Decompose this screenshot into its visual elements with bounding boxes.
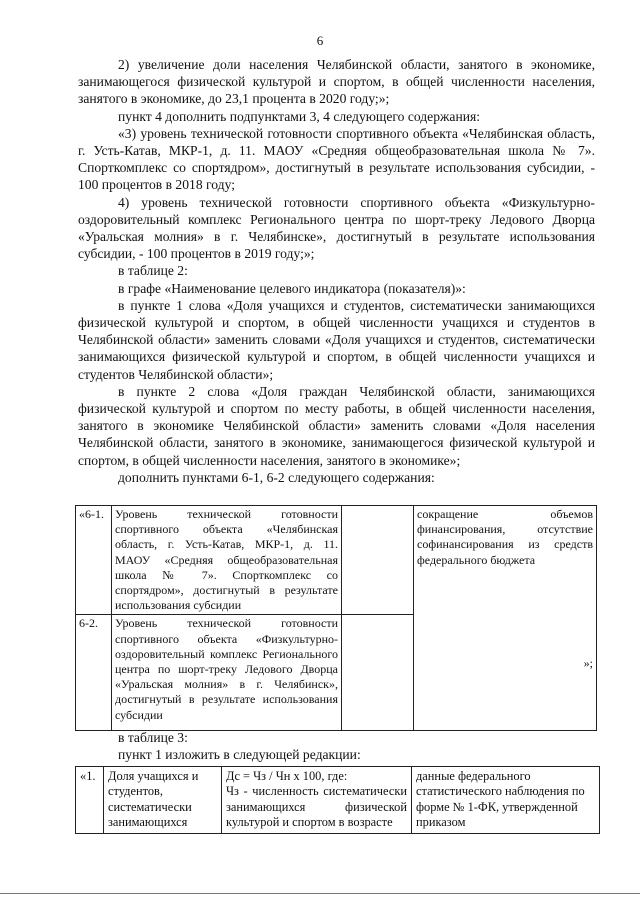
data-source: данные федерального статистического наблюдения по форме № 1-ФК, утвержденной приказом <box>412 767 600 834</box>
paragraph: пункт 4 дополнить подпунктами 3, 4 следующего содержания: <box>118 108 481 124</box>
formula: Дс = Чз / Чн х 100, где: <box>226 769 348 783</box>
paragraph: в графе «Наименование целевого индикатора (показателя)»: <box>118 280 466 296</box>
row-number: «6-1. <box>76 506 112 615</box>
after-table-text <box>118 729 361 763</box>
page-bottom-line <box>0 893 640 894</box>
indicator-name: Доля учащихся и студентов, систематически занимающихся <box>104 767 222 834</box>
table-row <box>76 506 597 615</box>
row-number: 6-2. <box>76 615 112 731</box>
indicators-table <box>75 505 597 731</box>
indicator-name: Уровень технической готовности спортивного объекта «Челябинская область, г. Усть-Катав, МКР-1, д. 11. МАОУ «Средняя общеобразовательная школа № 7». Спорткомплекс со спортядром», достигнутый в результате использования субсидии <box>112 506 342 615</box>
paragraph: в пункте 1 слова «Доля учащихся и студентов, систематически занимающихся физической культурой и спортом, в общей численности учащихся и студентов в Челябинской области» заменить словами «Доля учащихся и студентов, систематически занимающихся физической культурой и спортом, в общей численности учащихся и студентов Челябинской области»; <box>78 297 595 382</box>
formula-explanation: Чз - численность систематически занимающихся физической культурой и спортом в возрасте <box>226 784 407 830</box>
end-mark: »; <box>583 655 593 670</box>
paragraph: дополнить пунктами 6-1, 6-2 следующего содержания: <box>118 469 435 485</box>
table-row <box>76 767 600 834</box>
indicator-name: Уровень технической готовности спортивного объекта «Физкультурно-оздоровительный комплекс Регионального центра по шорт-треку Ледового Дворца «Уральская молния» в г. Челябинск», достигнутый в результате использования субсидии <box>112 615 342 731</box>
reason-cell <box>414 506 597 731</box>
paragraph: пункт 1 изложить в следующей редакции: <box>118 747 361 762</box>
formula-cell <box>222 767 412 834</box>
paragraph: «3) уровень технической готовности спортивного объекта «Челябинская область, г. Усть-Катав, МКР-1, д. 11. МАОУ «Средняя общеобразовательная школа № 7». Спорткомплекс со спортядром», достигнутый в результате использования субсидии, - 100 процентов в 2018 году; <box>78 125 595 193</box>
empty-cell <box>342 615 414 731</box>
page-number: 6 <box>316 33 324 48</box>
document-body <box>78 56 595 486</box>
paragraph: в таблице 2: <box>118 263 188 279</box>
row-number: «1. <box>76 767 104 834</box>
paragraph: 2) увеличение доли населения Челябинской области, занятого в экономике, занимающегося физической культурой и спортом, в общей численности населения, занятого в экономике, до 23,1 процента в 2020 году;»; <box>78 57 595 107</box>
empty-cell <box>342 506 414 615</box>
paragraph: в пункте 2 слова «Доля граждан Челябинской области, занимающихся физической культурой и спортом по месту работы, в общей численности населения, занятого в экономике Челябинской области» заменить словами «Доля населения Челябинской области, занятого в экономике, занимающегося физической культурой и спортом, в общей численности населения, занятого в экономике»; <box>78 383 595 468</box>
reason-text: сокращение объемов финансирования, отсутствие софинансирования из средств федерального бюджета <box>417 507 593 567</box>
paragraph: 4) уровень технической готовности спортивного объекта «Физкультурно-оздоровительный комплекс Регионального центра по шорт-треку Ледового Дворца «Уральская молния» в г. Челябинске», достигнутый в результате использования субсидии, - 100 процентов в 2019 году;»; <box>78 194 595 262</box>
table3-row <box>75 766 600 834</box>
paragraph: в таблице 3: <box>118 730 188 745</box>
